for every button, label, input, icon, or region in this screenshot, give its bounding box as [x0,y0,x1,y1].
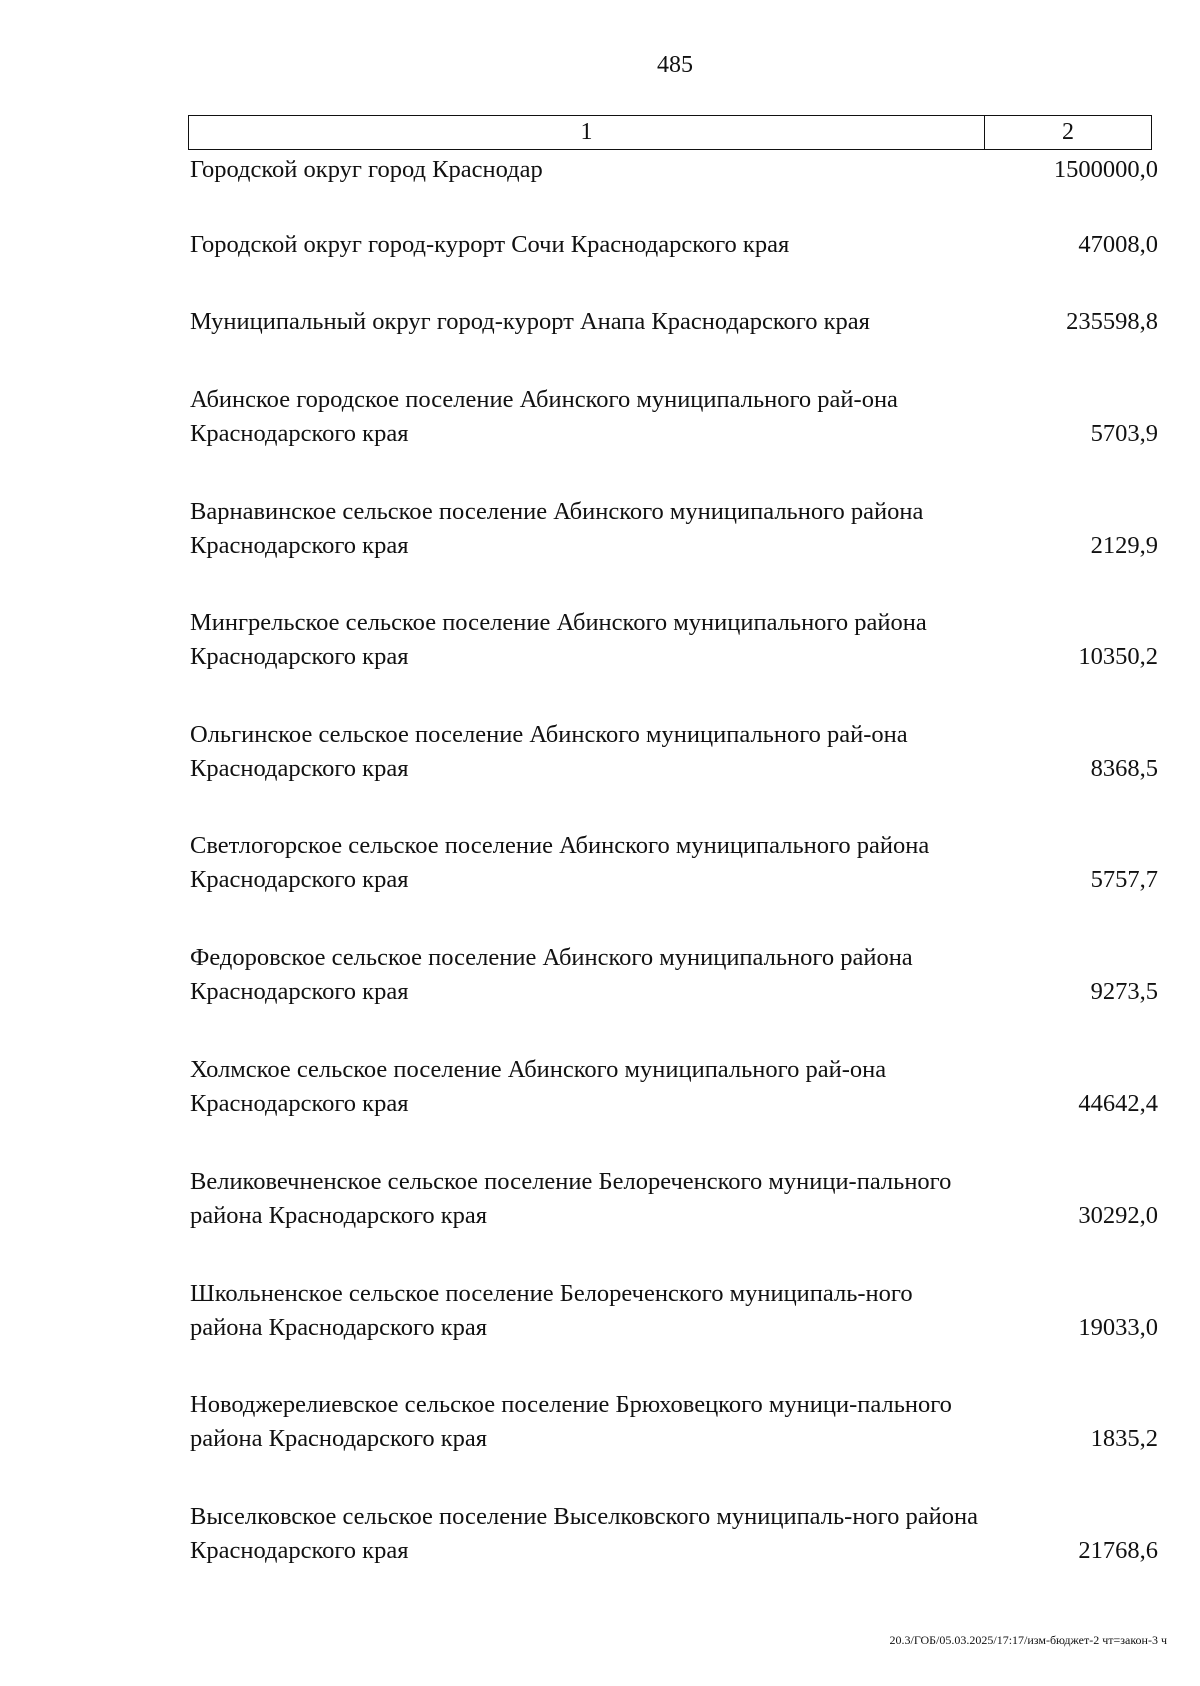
row-value: 47008,0 [1078,231,1158,258]
row-value: 8368,5 [1090,755,1158,782]
table-row [190,1165,1158,1233]
row-name: Мингрельское сельское поселение Абинского муниципального района Краснодарского края [190,609,927,670]
row-name: Выселковское сельское поселение Выселковского муниципаль-ного района Краснодарского края [190,1503,978,1564]
table-header-col1: 1 [189,116,985,149]
row-value: 19033,0 [1078,1314,1158,1341]
table-row [190,1053,1158,1121]
row-name: Школьненское сельское поселение Белореченского муниципаль-ного района Краснодарского края [190,1280,913,1341]
row-value: 1835,2 [1090,1425,1158,1452]
table-row [190,228,1158,262]
table-row [190,1500,1158,1568]
table-header-col2: 2 [1062,119,1074,145]
table-row [190,383,1158,451]
row-value: 21768,6 [1078,1537,1158,1564]
row-value: 5703,9 [1090,420,1158,447]
row-value: 235598,8 [1066,308,1158,335]
row-name: Великовечненское сельское поселение Белореченского муници-пального района Краснодарского края [190,1168,952,1229]
row-value: 30292,0 [1078,1202,1158,1229]
table-row [190,1388,1158,1456]
row-value: 1500000,0 [1053,156,1158,183]
row-value: 44642,4 [1078,1090,1158,1117]
row-name: Холмское сельское поселение Абинского муниципального рай-она Краснодарского края [190,1056,887,1117]
table-row [190,153,1158,187]
row-value: 2129,9 [1090,532,1158,559]
row-name: Светлогорское сельское поселение Абинского муниципального района Краснодарского края [190,832,930,893]
footer-document-code: 20.3/ГОБ/05.03.2025/17:17/изм-бюджет-2 чт=закон-3 ч [889,1633,1167,1647]
row-name: Ольгинское сельское поселение Абинского муниципального рай-она Краснодарского края [190,721,908,782]
row-name: Варнавинское сельское поселение Абинского муниципального района Краснодарского края [190,498,924,559]
row-name: Новоджерелиевское сельское поселение Брюховецкого муници-пального района Краснодарского края [190,1391,952,1452]
row-name: Городской округ город-курорт Сочи Краснодарского края [190,231,790,258]
page-number: 485 [657,52,693,78]
table-header [188,115,1152,150]
table-row [190,718,1158,786]
row-value: 10350,2 [1078,643,1158,670]
row-name: Абинское городское поселение Абинского муниципального рай-она Краснодарского края [190,386,898,447]
row-name: Федоровское сельское поселение Абинского муниципального района Краснодарского края [190,944,913,1005]
table-row [190,941,1158,1009]
table-row [190,829,1158,897]
table-row [190,305,1158,339]
row-value: 5757,7 [1090,866,1158,893]
row-value: 9273,5 [1090,978,1158,1005]
table-row [190,1277,1158,1345]
row-name: Муниципальный округ город-курорт Анапа Краснодарского края [190,308,870,335]
row-name: Городской округ город Краснодар [190,156,543,183]
table-row [190,495,1158,563]
table-row [190,606,1158,674]
